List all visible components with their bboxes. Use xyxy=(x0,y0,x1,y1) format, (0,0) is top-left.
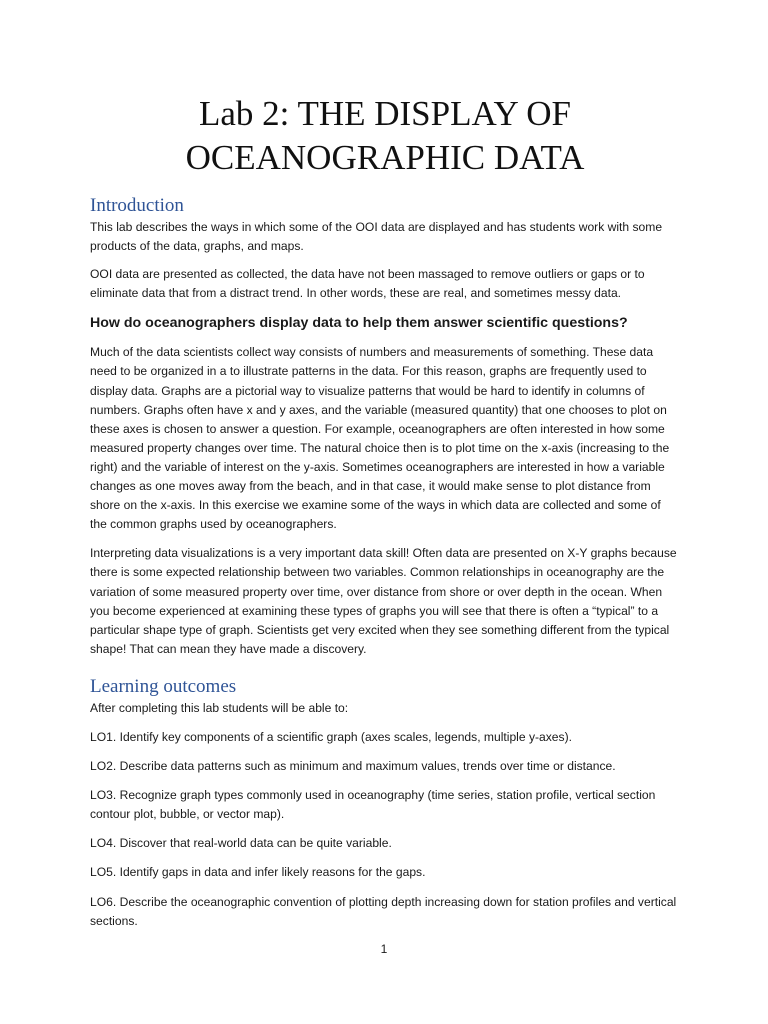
learning-outcome-item: LO6. Describe the oceanographic convention of plotting depth increasing down for station profiles and vertical sections. xyxy=(90,894,677,928)
introduction-paragraph-2: OOI data are presented as collected, the data have not been massaged to remove outliers or gaps or to eliminate data that from a distract trend. In other words, these are real, and sometimes messy data. xyxy=(90,267,645,301)
learning-outcome-item: LO4. Discover that real-world data can be quite variable. xyxy=(90,836,392,851)
question-paragraph-1: Much of the data scientists collect way consists of numbers and measurements of something. These data need to be organized in a to illustrate patterns in the data. For this reason, graphs are frequently used to display data. Graphs are a pictorial way to visualize patterns that would be hard to identify in columns of numbers. Graphs often have x and y axes, and the variable (measured quantity) that one chooses to plot on these axes is chosen to answer a question. For example, oceanographers are often interested in how some measured property changes over time. The natural choice then is to plot time on the x-axis (increasing to the right) and the variable of interest on the y-axis. Sometimes oceanographers are interested in how a variable changes as one moves away from the beach, and in that case, it would make sense to plot distance from shore on the x-axis. In this exercise we examine some of the ways in which data are collected and some of the common graphs used by oceanographers. xyxy=(90,345,670,532)
learning-outcomes-intro: After completing this lab students will be able to: xyxy=(90,700,349,715)
learning-outcomes-list xyxy=(90,728,680,931)
introduction-heading: Introduction xyxy=(90,195,184,216)
question-heading: How do oceanographers display data to help them answer scientific questions? xyxy=(90,315,628,332)
learning-outcome-item: LO3. Recognize graph types commonly used in oceanography (time series, station profile, vertical section contour plot, bubble, or vector map). xyxy=(90,788,656,822)
title-line-2: OCEANOGRAPHIC DATA xyxy=(185,138,585,177)
page-number: 1 xyxy=(380,942,388,956)
question-paragraph-2: Interpreting data visualizations is a very important data skill! Often data are presented on X-Y graphs because there is some expected relationship between two variables. Common relationships in oceanography are the variation of some measured property over time, over distance from shore or over depth in the ocean. When you become experienced at examining these types of graphs you will see that there is often a “typical” to a particular shape type of graph. Scientists get very excited when they see something different from the typical shape! That can mean they have made a discovery. xyxy=(90,546,677,656)
learning-outcome-item: LO5. Identify gaps in data and infer likely reasons for the gaps. xyxy=(90,865,426,880)
introduction-paragraph-1: This lab describes the ways in which some of the OOI data are displayed and has students work with some products of the data, graphs, and maps. xyxy=(90,220,663,254)
page-title xyxy=(90,92,680,180)
learning-outcome-item: LO2. Describe data patterns such as minimum and maximum values, trends over time or distance. xyxy=(90,759,616,774)
title-line-1: Lab 2: THE DISPLAY OF xyxy=(198,94,572,133)
learning-outcomes-heading: Learning outcomes xyxy=(90,675,237,697)
learning-outcome-item: LO1. Identify key components of a scientific graph (axes scales, legends, multiple y-axes). xyxy=(90,729,572,744)
